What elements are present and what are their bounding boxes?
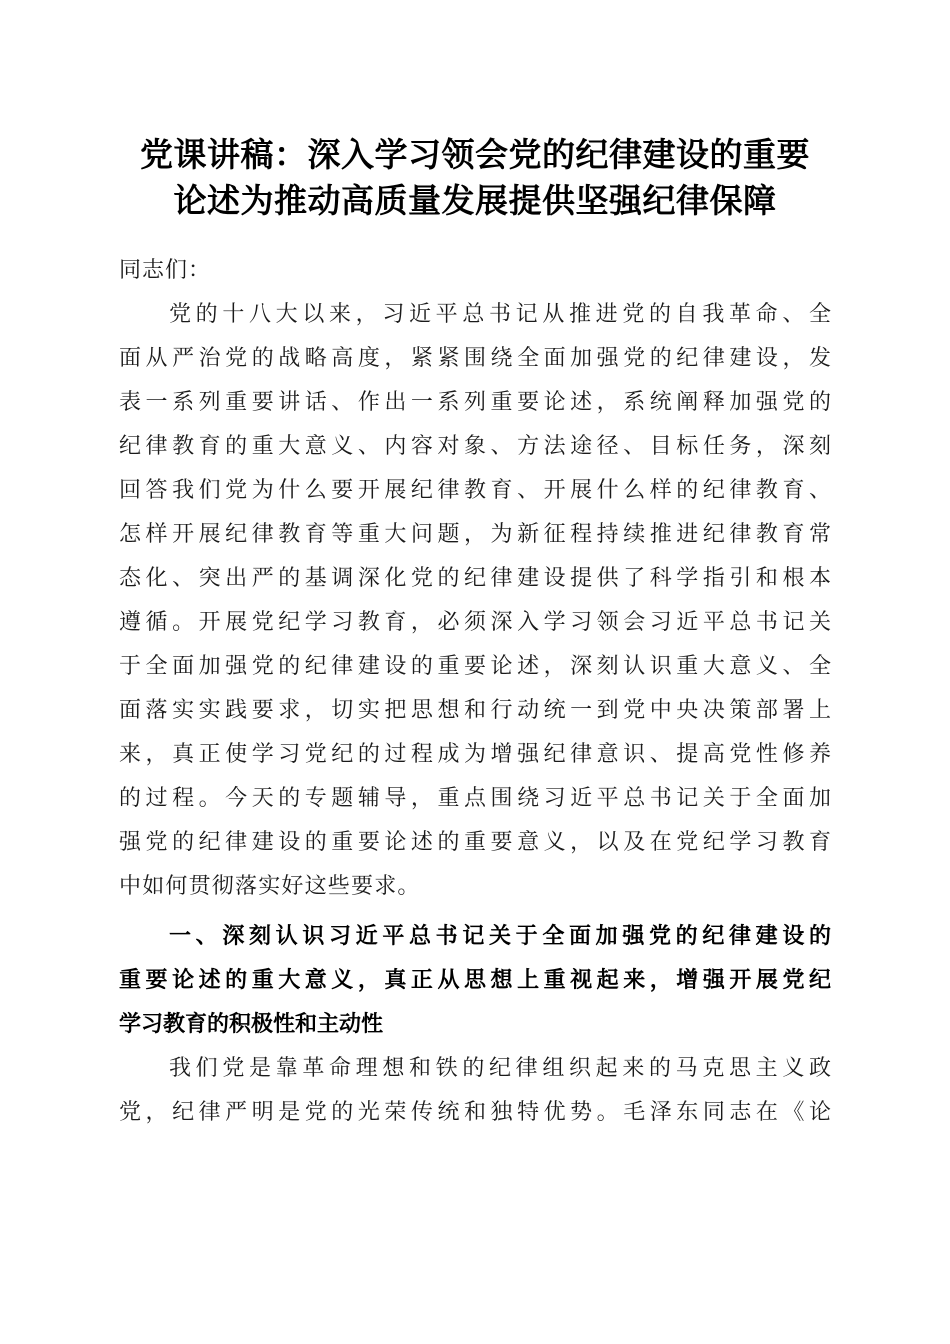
paragraph-line: 中如何贯彻落实好这些要求。 xyxy=(119,874,421,899)
document-body xyxy=(119,249,831,1135)
intro-paragraph xyxy=(119,293,831,909)
paragraph-line: 表一系列重要讲话、作出一系列重要论述，系统阐释加强党的 xyxy=(119,390,831,415)
section-heading xyxy=(119,915,831,1047)
paragraph-line: 强党的纪律建设的重要论述的重要意义，以及在党纪学习教育 xyxy=(119,830,831,855)
paragraph-line: 纪律教育的重大意义、内容对象、方法途径、目标任务，深刻 xyxy=(119,434,831,459)
heading-line: 重要论述的重大意义，真正从思想上重视起来，增强开展党纪 xyxy=(119,968,831,993)
heading-line: 一、深刻认识习近平总书记关于全面加强党的纪律建设的 xyxy=(169,924,831,949)
title-line: 论述为推动高质量发展提供坚强纪律保障 xyxy=(173,181,777,220)
document-title xyxy=(100,132,850,224)
paragraph-line: 态化、突出严的基调深化党的纪律建设提供了科学指引和根本 xyxy=(119,566,831,591)
paragraph-line: 我们党是靠革命理想和铁的纪律组织起来的马克思主义政 xyxy=(169,1056,831,1081)
salutation: 同志们： xyxy=(119,258,212,283)
paragraph-line: 面落实实践要求，切实把思想和行动统一到党中央决策部署上 xyxy=(119,698,831,723)
section-paragraph xyxy=(119,1047,831,1135)
paragraph-line: 的过程。今天的专题辅导，重点围绕习近平总书记关于全面加 xyxy=(119,786,831,811)
paragraph-line: 面从严治党的战略高度，紧紧围绕全面加强党的纪律建设，发 xyxy=(119,346,831,371)
paragraph-line: 遵循。开展党纪学习教育，必须深入学习领会习近平总书记关 xyxy=(119,610,831,635)
paragraph-line: 党的十八大以来，习近平总书记从推进党的自我革命、全 xyxy=(169,302,831,327)
paragraph-line: 党，纪律严明是党的光荣传统和独特优势。毛泽东同志在《论 xyxy=(119,1100,831,1125)
paragraph-line: 回答我们党为什么要开展纪律教育、开展什么样的纪律教育、 xyxy=(119,478,831,503)
title-line: 党课讲稿：深入学习领会党的纪律建设的重要 xyxy=(140,135,810,174)
paragraph-line: 来，真正使学习党纪的过程成为增强纪律意识、提高党性修养 xyxy=(119,742,831,767)
heading-line: 学习教育的积极性和主动性 xyxy=(119,1012,384,1037)
paragraph-line: 于全面加强党的纪律建设的重要论述，深刻认识重大意义、全 xyxy=(119,654,831,679)
paragraph-line: 怎样开展纪律教育等重大问题，为新征程持续推进纪律教育常 xyxy=(119,522,831,547)
